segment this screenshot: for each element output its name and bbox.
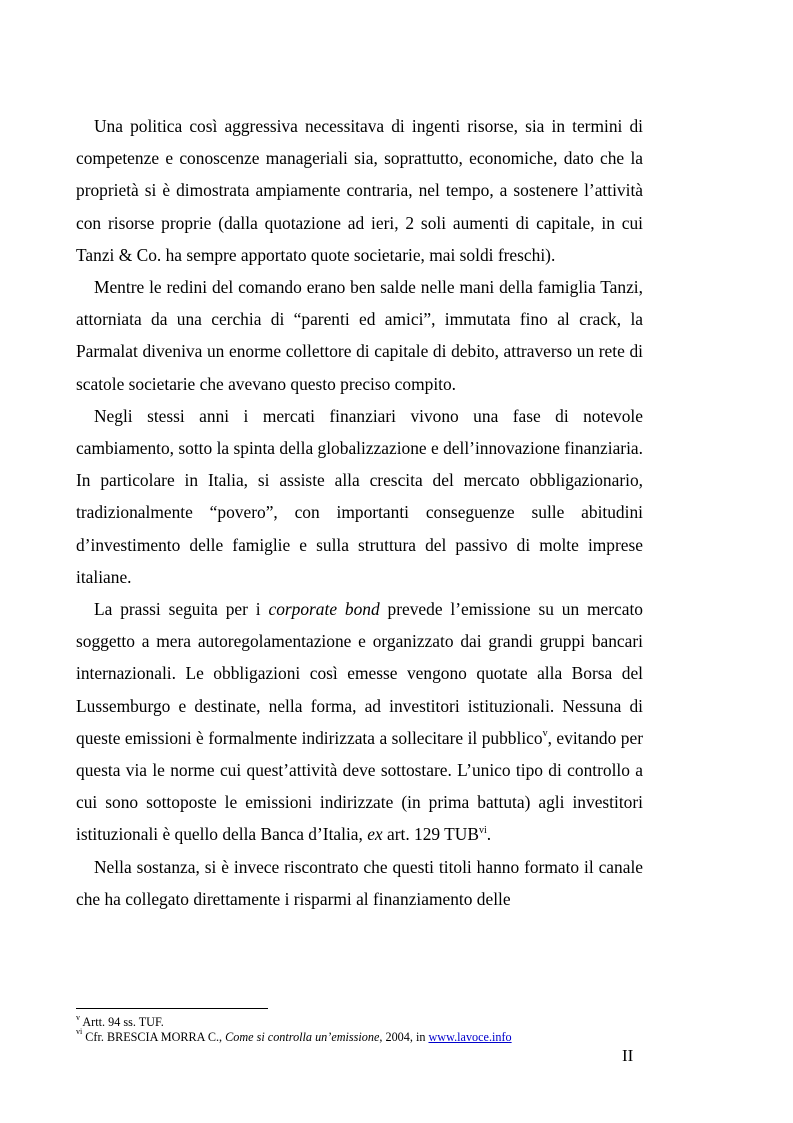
footnote-vi xyxy=(76,1027,676,1045)
footnote-v xyxy=(76,1012,676,1030)
paragraph-4-part-c: prevede l’emissione su un mercato soggetto a mera autoregolamentazione e organizzato dai grandi gruppi bancari internazionali. Le obbligazioni così emesse vengono quotate alla Borsa del Lussemburgo e destinate, nella forma, ad investitori istituzionali. Nessuna di queste emissioni è formalmente indirizzata a sollecitare il pubblico xyxy=(76,599,643,748)
paragraph-2: Mentre le redini del comando erano ben salde nelle mani della famiglia Tanzi, attorniata da una cerchia di “parenti ed amici”, immutata fino al crack, la Parmalat diveniva un enorme collettore di capitale di debito, attraverso un rete di scatole societarie che avevano questo preciso compito. xyxy=(76,277,643,394)
corporate-bond-term: corporate bond xyxy=(268,599,380,620)
footnote-text: Artt. 94 ss. TUF. xyxy=(80,1015,164,1029)
footnotes xyxy=(76,1012,676,1044)
body-text xyxy=(76,110,643,915)
paragraph-4-part-f: art. 129 TUB xyxy=(382,824,479,845)
paragraph-5: Nella sostanza, si è invece riscontrato che questi titoli hanno formato il canale che ha collegato direttamente i risparmi al finanziamento delle xyxy=(76,856,643,909)
paragraph-1: Una politica così aggressiva necessitava di ingenti risorse, sia in termini di competenze e conoscenze manageriali sia, soprattutto, economiche, dato che la proprietà si è dimostrata ampiamente contraria, nel tempo, a sostenere l’attività con risorse proprie (dalla quotazione ad ieri, 2 soli aumenti di capitale, in cui Tanzi & Co. ha sempre apportato quote societarie, mai soldi freschi). xyxy=(76,116,643,265)
paragraph-4 xyxy=(76,593,643,851)
footnote-text: Cfr. BRESCIA MORRA C., xyxy=(82,1029,226,1044)
footnote-marker: v xyxy=(76,1012,80,1022)
footnote-ref-v[interactable]: v xyxy=(542,728,548,740)
paragraph-4-part-d: , evitando per questa via le norme cui quest’attività deve sottostare. L’unico tipo di controllo a cui sono sottoposte le emissioni indirizzate (in prima battuta) agli investitori istituzionali è quello della Banca d’Italia, xyxy=(76,727,643,845)
paragraph-3: Negli stessi anni i mercati finanziari vivono una fase di notevole cambiamento, sotto la spinta della globalizzazione e dell’innovazione finanziaria. In particolare in Italia, si assiste alla crescita del mercato obbligazionario, tradizionalmente “povero”, con importanti conseguenze sulle abitudini d’investimento delle famiglie e sulla struttura del passivo di molte imprese italiane. xyxy=(76,405,643,587)
page-number: II xyxy=(622,1046,634,1065)
footnote-marker: vi xyxy=(76,1027,83,1037)
footnote-separator xyxy=(76,1008,268,1009)
paragraph-4-part-g: . xyxy=(486,824,492,845)
paragraph-4-part-a: La prassi seguita per i xyxy=(94,599,269,620)
footnote-text: , 2004, in xyxy=(379,1029,429,1044)
ex-term: ex xyxy=(367,824,383,845)
footnote-ref-vi[interactable]: vi xyxy=(478,824,487,836)
footnote-title: Come si controlla un’emissione xyxy=(225,1029,380,1044)
lavoce-link[interactable]: www.lavoce.info xyxy=(428,1029,512,1044)
